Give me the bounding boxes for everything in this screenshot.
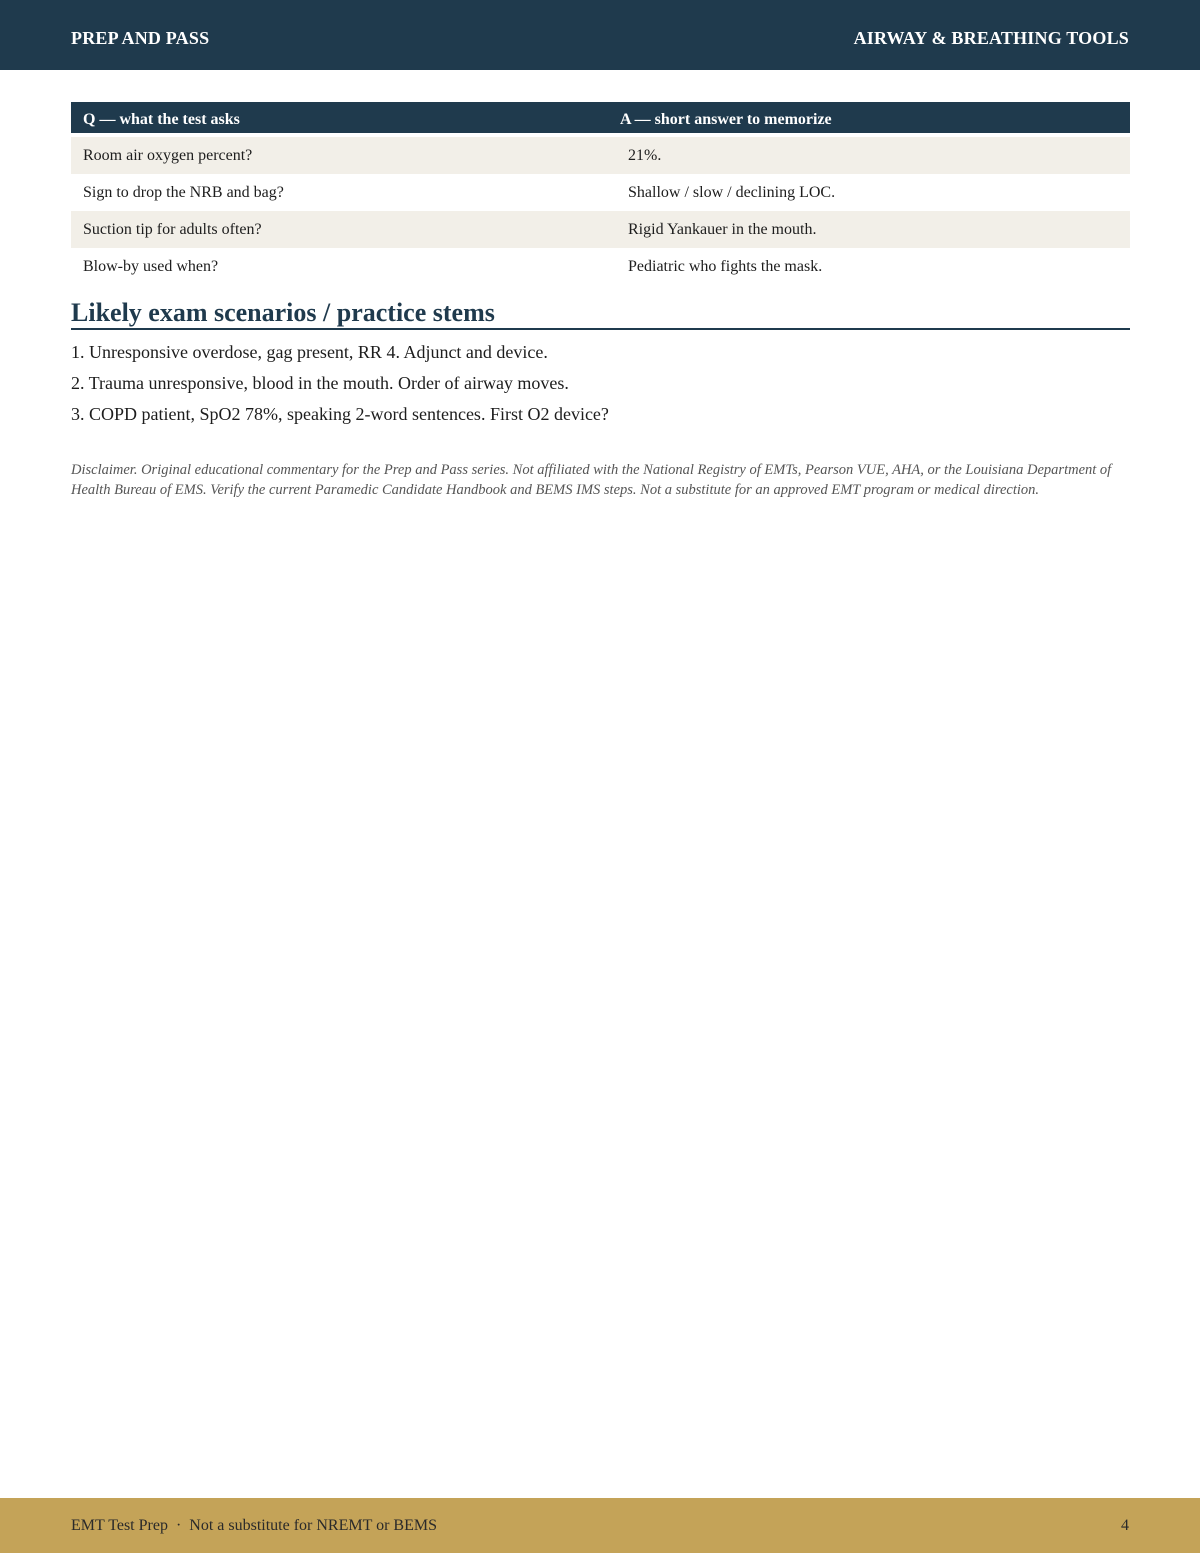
footer-left: [71, 1517, 437, 1535]
page-footer: [0, 1498, 1200, 1553]
table-row: [71, 248, 1130, 285]
table-row: [71, 174, 1130, 211]
question-cell: Room air oxygen percent?: [71, 137, 616, 174]
list-item: 3. COPD patient, SpO2 78%, speaking 2-word sentences. First O2 device?: [71, 404, 609, 424]
table-row: [71, 211, 1130, 248]
footer-brand: EMT Test Prep: [71, 1517, 168, 1534]
answer-cell: Pediatric who fights the mask.: [628, 257, 823, 275]
answer-cell: Shallow / slow / declining LOC.: [628, 183, 836, 201]
column-header-question: Q — what the test asks: [71, 102, 616, 137]
question-cell: Sign to drop the NRB and bag?: [83, 183, 284, 201]
answer-cell: 21%.: [616, 137, 1130, 174]
qa-table: [71, 102, 1130, 285]
scenarios-heading: Likely exam scenarios / practice stems: [71, 297, 1130, 330]
footer-note: Not a substitute for NREMT or BEMS: [189, 1517, 437, 1534]
brand-title: PREP AND PASS: [71, 28, 210, 48]
list-item: 2. Trauma unresponsive, blood in the mouth. Order of airway moves.: [71, 373, 569, 393]
footer-separator: ·: [175, 1517, 182, 1534]
answer-cell: Rigid Yankauer in the mouth.: [616, 211, 1130, 248]
question-cell: Blow-by used when?: [83, 257, 219, 275]
question-cell: Suction tip for adults often?: [71, 211, 616, 248]
page-number: 4: [1121, 1517, 1129, 1534]
page-header: [0, 0, 1200, 70]
scenario-list: [71, 340, 1130, 433]
disclaimer-text: Disclaimer. Original educational commentary for the Prep and Pass series. Not affiliated with the National Registry of EMTs, Pearson VUE, AHA, or the Louisiana Department of Health Bureau of EMS. Verify the current Paramedic Candidate Handbook and BEMS IMS steps. Not a substitute for an approved EMT program or medical direction.: [71, 462, 1112, 498]
section-title: AIRWAY & BREATHING TOOLS: [853, 28, 1129, 48]
column-header-answer: A — short answer to memorize: [616, 102, 1130, 137]
table-header-row: [71, 102, 1130, 137]
table-row: [71, 137, 1130, 174]
list-item: 1. Unresponsive overdose, gag present, RR 4. Adjunct and device.: [71, 342, 548, 362]
